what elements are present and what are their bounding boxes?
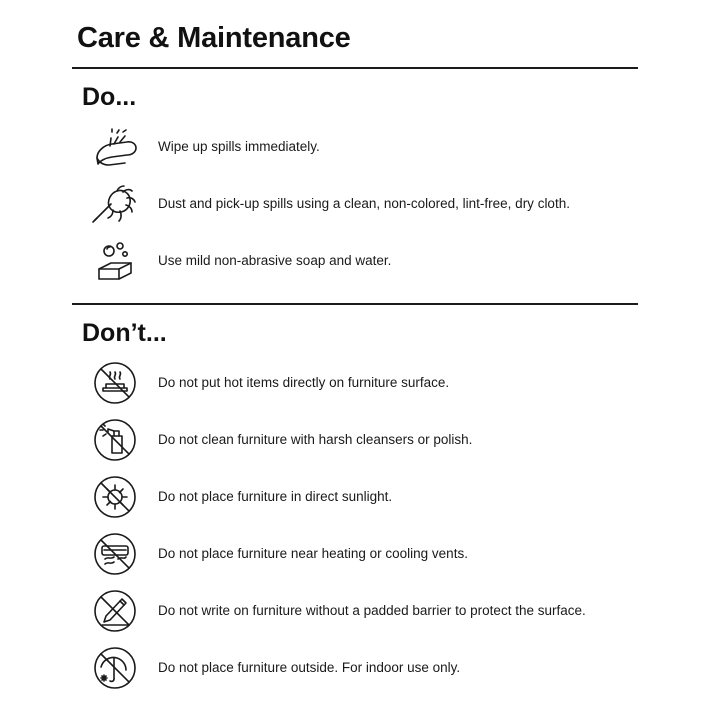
feather-duster-icon: [72, 180, 158, 228]
list-item-text: Dust and pick-up spills using a clean, non-colored, lint-free, dry cloth.: [158, 195, 570, 211]
list-item-text: Use mild non-abrasive soap and water.: [158, 252, 392, 268]
list-item-text: Do not place furniture in direct sunlight.: [158, 488, 393, 504]
soap-bar-bubbles-icon: [72, 237, 158, 285]
no-writing-on-surface-icon: [72, 586, 158, 636]
list-item-text: Do not clean furniture with harsh cleansers or polish.: [158, 431, 473, 447]
list-item: [72, 118, 680, 175]
list-item-text: Wipe up spills immediately.: [158, 138, 320, 154]
title-divider: [72, 67, 638, 69]
list-item-text: Do not write on furniture without a padded barrier to protect the surface.: [158, 602, 586, 618]
no-spray-cleanser-icon: [72, 415, 158, 465]
list-item: [72, 175, 680, 232]
list-item: [72, 232, 680, 289]
do-list: [72, 118, 680, 289]
no-direct-sunlight-icon: [72, 472, 158, 522]
no-outdoor-use-icon: [72, 643, 158, 693]
list-item: [72, 354, 680, 411]
section-heading-dont: Don’t...: [82, 319, 167, 347]
list-item-text: Do not put hot items directly on furniture surface.: [158, 374, 450, 390]
list-item: [72, 582, 680, 639]
spray-wipe-cloth-icon: [72, 124, 158, 170]
section-divider-wrap: [72, 303, 680, 305]
list-item-text: Do not place furniture outside. For indoor use only.: [158, 659, 461, 675]
section-heading-do: Do...: [82, 83, 137, 111]
section-divider: [72, 303, 638, 305]
section-do: [72, 83, 680, 289]
no-hot-items-icon: [72, 358, 158, 408]
section-dont: [72, 319, 680, 696]
list-item: [72, 639, 680, 696]
dont-list: [72, 354, 680, 696]
list-item-text: Do not place furniture near heating or cooling vents.: [158, 545, 468, 561]
list-item: [72, 468, 680, 525]
list-item: [72, 411, 680, 468]
page-title: Care & Maintenance: [77, 22, 351, 54]
list-item: [72, 525, 680, 582]
no-heating-cooling-vent-icon: [72, 529, 158, 579]
